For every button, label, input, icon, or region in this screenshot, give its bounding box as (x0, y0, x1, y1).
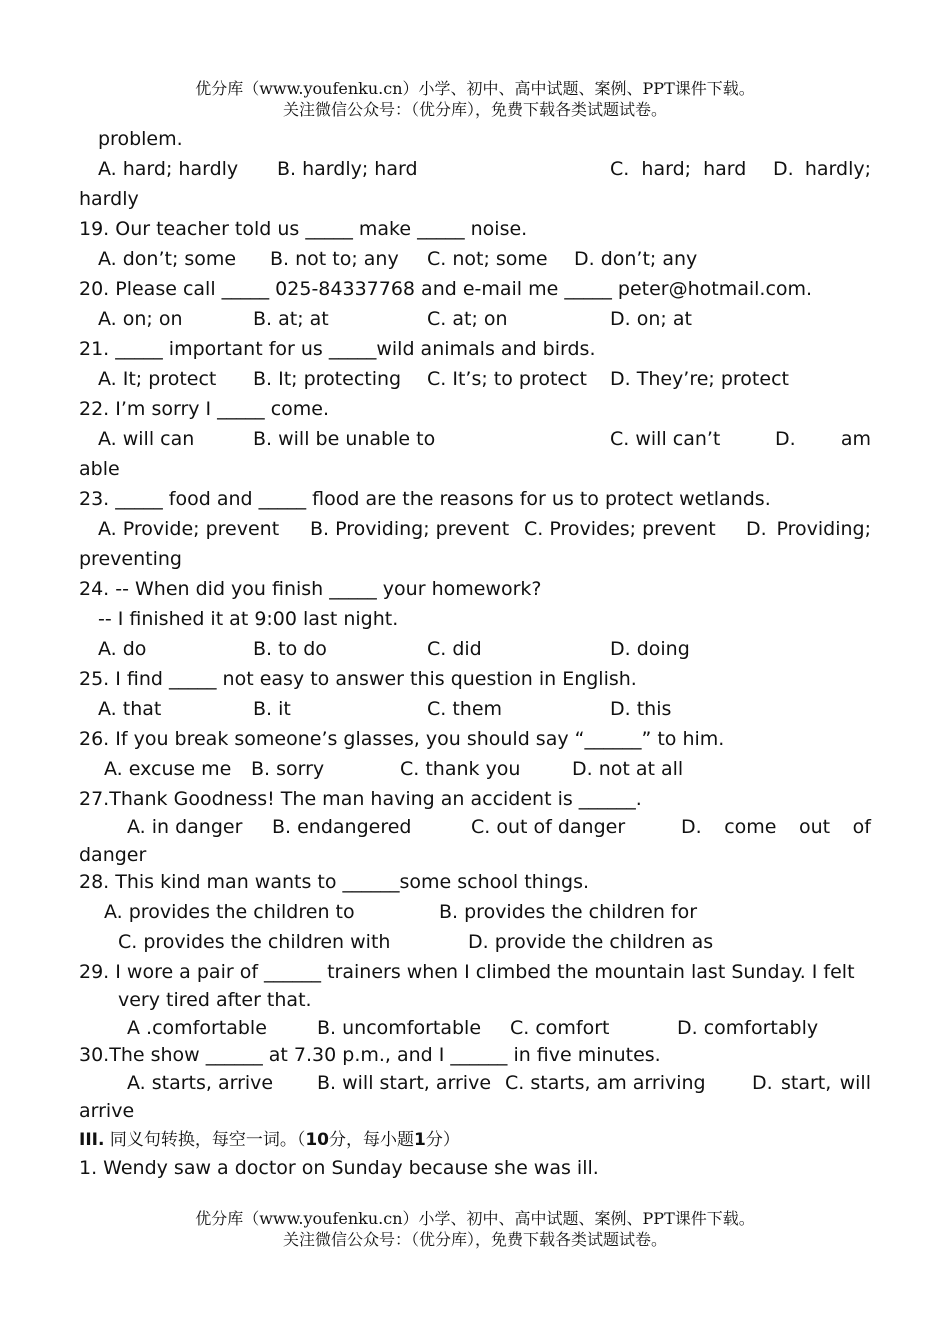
q19-option-d: D. don’t; any (574, 248, 698, 270)
q25-option-d: D. this (610, 698, 672, 720)
q30-option-c: C. starts, am arriving (505, 1072, 706, 1094)
q19-option-b: B. not to; any (270, 248, 399, 270)
q18-option-d: D. hardly; (773, 158, 871, 180)
q24-reply: -- I finished it at 9:00 last night. (98, 608, 399, 630)
q30-option-d-wrap: arrive (79, 1100, 135, 1122)
q23-option-d-wrap: preventing (79, 548, 182, 570)
q18-option-c: C. hard; hard (610, 158, 747, 180)
q19-stem: 19. Our teacher told us _____ make _____ noise. (79, 218, 528, 240)
q29-option-d: D. comfortably (677, 1017, 819, 1039)
q20-option-a: A. on; on (98, 308, 183, 330)
page-header-line1: 优分库（www.youfenku.cn）小学、初中、高中试题、案例、PPT课件下载。 (195, 79, 755, 98)
q24-stem: 24. -- When did you finish _____ your homework? (79, 578, 542, 600)
q29-stem-cont: very tired after that. (118, 989, 312, 1011)
q30-option-d: D. start, will (752, 1072, 871, 1094)
q30-option-a: A. starts, arrive (127, 1072, 274, 1094)
q26-option-b: B. sorry (251, 758, 325, 780)
q25-stem: 25. I find _____ not easy to answer this question in English. (79, 668, 637, 690)
q30-option-b: B. will start, arrive (317, 1072, 492, 1094)
q26-stem: 26. If you break someone’s glasses, you should say “______” to him. (79, 728, 725, 750)
q28-option-d: D. provide the children as (468, 931, 714, 953)
q20-option-c: C. at; on (427, 308, 508, 330)
s1-stem: 1. Wendy saw a doctor on Sunday because she was ill. (79, 1157, 599, 1179)
q28-stem: 28. This kind man wants to ______some school things. (79, 871, 590, 893)
q27-stem: 27.Thank Goodness! The man having an accident is ______. (79, 788, 642, 810)
q27-option-b: B. endangered (272, 816, 412, 838)
q27-option-a: A. in danger (127, 816, 243, 838)
q28-option-b: B. provides the children for (439, 901, 698, 923)
q19-option-c: C. not; some (427, 248, 548, 270)
q29-option-c: C. comfort (510, 1017, 610, 1039)
q27-option-d: D. come out of (681, 816, 871, 838)
q22-stem: 22. I’m sorry I _____ come. (79, 398, 330, 420)
q24-option-b: B. to do (253, 638, 327, 660)
q28-option-c: C. provides the children with (118, 931, 391, 953)
q24-option-a: A. do (98, 638, 147, 660)
q24-option-d: D. doing (610, 638, 690, 660)
q22-option-c: C. will can’t (610, 428, 721, 450)
q22-option-d-wrap: able (79, 458, 120, 480)
q23-option-b: B. Providing; prevent (310, 518, 510, 540)
q23-option-a: A. Provide; prevent (98, 518, 280, 540)
q26-option-a: A. excuse me (104, 758, 232, 780)
q18-option-a: A. hard; hardly (98, 158, 239, 180)
q22-option-a: A. will can (98, 428, 195, 450)
q23-option-c: C. Provides; prevent (524, 518, 716, 540)
q20-stem: 20. Please call _____ 025-84337768 and e-mail me _____ peter@hotmail.com. (79, 278, 813, 300)
q29-option-a: A .comfortable (127, 1017, 267, 1039)
q25-option-c: C. them (427, 698, 503, 720)
q19-option-a: A. don’t; some (98, 248, 237, 270)
page-footer-line1: 优分库（www.youfenku.cn）小学、初中、高中试题、案例、PPT课件下载。 (195, 1209, 755, 1228)
q22-option-b: B. will be unable to (253, 428, 436, 450)
q25-option-a: A. that (98, 698, 162, 720)
q21-stem: 21. _____ important for us _____wild animals and birds. (79, 338, 596, 360)
q25-option-b: B. it (253, 698, 291, 720)
q28-option-a: A. provides the children to (104, 901, 355, 923)
page-header-line2: 关注微信公众号：（优分库），免费下载各类试题试卷。 (282, 100, 667, 119)
q18-option-d-wrap: hardly (79, 188, 139, 210)
q30-stem: 30.The show ______ at 7.30 p.m., and I ______ in five minutes. (79, 1044, 661, 1066)
q21-option-a: A. It; protect (98, 368, 217, 390)
q18-continuation: problem. (98, 128, 183, 150)
q29-stem: 29. I wore a pair of ______ trainers when I climbed the mountain last Sunday. I felt (79, 961, 855, 983)
q23-option-d: D. Providing; (746, 518, 871, 540)
q23-stem: 23. _____ food and _____ flood are the reasons for us to protect wetlands. (79, 488, 771, 510)
q26-option-d: D. not at all (572, 758, 684, 780)
q27-option-c: C. out of danger (471, 816, 626, 838)
section-3-heading: III. 同义句转换，每空一词。（10分，每小题1分） (79, 1130, 460, 1150)
q21-option-c: C. It’s; to protect (427, 368, 588, 390)
q22-option-d: D. am (775, 428, 871, 450)
q20-option-b: B. at; at (253, 308, 329, 330)
q26-option-c: C. thank you (400, 758, 521, 780)
q29-option-b: B. uncomfortable (317, 1017, 482, 1039)
q27-option-d-wrap: danger (79, 844, 147, 866)
q18-option-b: B. hardly; hard (277, 158, 418, 180)
page-footer-line2: 关注微信公众号：（优分库），免费下载各类试题试卷。 (282, 1230, 667, 1249)
q21-option-b: B. It; protecting (253, 368, 402, 390)
q24-option-c: C. did (427, 638, 482, 660)
q20-option-d: D. on; at (610, 308, 692, 330)
q21-option-d: D. They’re; protect (610, 368, 789, 390)
